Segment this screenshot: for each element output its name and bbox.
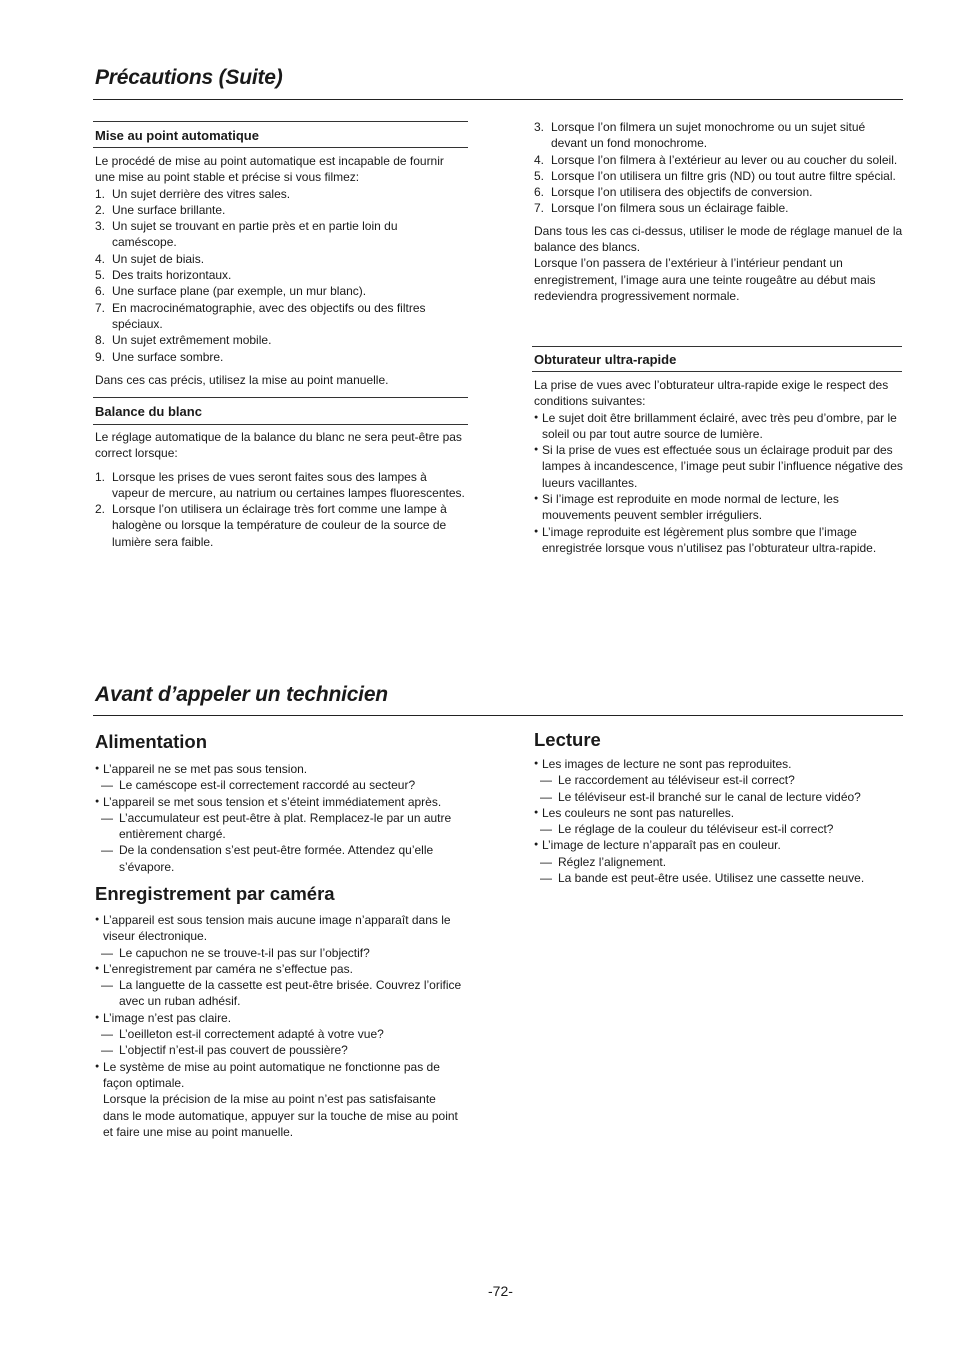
list-item: 3. Lorsque l’on filmera un sujet monochrome ou un sujet situé devant un fond monochrome. <box>534 120 866 151</box>
camera-heading: Enregistrement par caméra <box>95 883 335 904</box>
list-item: 4. Un sujet de biais. <box>95 251 205 266</box>
list-item: 5. Lorsque l’on utilisera un filtre gris (ND) ou tout autre filtre spécial. <box>534 168 896 183</box>
list-item: 3. Un sujet se trouvant en partie près et en partie loin du caméscope. <box>95 219 398 250</box>
camera-note: Lorsque la précision de la mise au point n’est pas satisfaisante dans le mode automatique, appuyer sur la touche de mise au point et faire une mise au point manuelle. <box>103 1092 458 1139</box>
list-item: — L’oeilleton est-il correctement adapté à votre vue? <box>95 1026 465 1042</box>
focus-top-rule <box>93 121 468 122</box>
camera-list <box>95 912 465 945</box>
list-item: ● L’image reproduite est légèrement plus sombre que l’image enregistrée lorsque vous n’utilisez pas l’obturateur ultra-rapide. <box>534 524 904 557</box>
list-item: — La languette de la cassette est peut-être brisée. Couvrez l’orifice avec un ruban adhésif. <box>95 977 465 1010</box>
playback-section <box>534 756 904 886</box>
power-list <box>95 794 465 810</box>
camera-list <box>95 1059 465 1092</box>
list-item: ● Si l’image est reproduite en mode normal de lecture, les mouvements peuvent sembler irréguliers. <box>534 491 904 524</box>
playback-list <box>534 756 904 772</box>
list-item: 8. Un sujet extrêmement mobile. <box>95 333 272 348</box>
focus-heading: Mise au point automatique <box>95 128 259 143</box>
shutter-heading: Obturateur ultra-rapide <box>534 352 677 367</box>
shutter-bottom-rule <box>532 371 902 372</box>
camera-section <box>95 912 465 1140</box>
list-item: — La bande est peut-être usée. Utilisez une cassette neuve. <box>534 870 904 886</box>
tech-rule <box>93 715 903 716</box>
shutter-list <box>534 410 904 557</box>
list-item: — Le caméscope est-il correctement raccordé au secteur? <box>95 777 465 793</box>
list-item: ● L’image n’est pas claire. <box>95 1010 465 1026</box>
list-item: ● L’appareil se met sous tension et s’éteint immédiatement après. <box>95 794 465 810</box>
playback-list <box>534 805 904 821</box>
list-item: — Le capuchon ne se trouve-t-il pas sur l’objectif? <box>95 945 465 961</box>
list-item: — Le téléviseur est-il branché sur le canal de lecture vidéo? <box>534 789 904 805</box>
list-item: 7. En macrocinématographie, avec des objectifs ou des filtres spéciaux. <box>95 300 426 331</box>
wb-cont-section <box>534 119 904 304</box>
list-item: ● Le sujet doit être brillamment éclairé, avec très peu d’ombre, par le soleil ou par tout autre source de lumière. <box>534 410 904 443</box>
list-item: 7. Lorsque l’on filmera sous un éclairage faible. <box>534 201 789 216</box>
list-item: — Le réglage de la couleur du téléviseur est-il correct? <box>534 821 904 837</box>
focus-list <box>95 186 465 365</box>
shutter-intro: La prise de vues avec l’obturateur ultra-rapide exige le respect des conditions suivantes: <box>534 378 889 409</box>
list-item: 1. Lorsque les prises de vues seront faites sous des lampes à vapeur de mercure, au natrium ou certaines lampes fluorescentes. <box>95 469 465 500</box>
focus-section <box>95 153 465 388</box>
shutter-top-rule <box>532 346 902 347</box>
wb-top-rule <box>93 397 468 398</box>
list-item: ● L’enregistrement par caméra ne s’effectue pas. <box>95 961 465 977</box>
list-item: — Le raccordement au téléviseur est-il correct? <box>534 772 904 788</box>
playback-sublist <box>534 821 904 837</box>
playback-sublist <box>534 854 904 887</box>
list-item: 2. Une surface brillante. <box>95 202 226 217</box>
list-item: — De la condensation s’est peut-être formée. Attendez qu’elle s’évapore. <box>95 842 465 875</box>
list-item: 9. Une surface sombre. <box>95 349 224 364</box>
list-item: 4. Lorsque l’on filmera à l’extérieur au lever ou au coucher du soleil. <box>534 152 898 167</box>
power-list <box>95 761 465 777</box>
wb-list <box>95 469 465 550</box>
list-item: 6. Lorsque l’on utilisera des objectifs de conversion. <box>534 185 813 200</box>
camera-sublist <box>95 945 465 961</box>
camera-sublist <box>95 1026 465 1059</box>
playback-list <box>534 837 904 853</box>
list-item: 6. Une surface plane (par exemple, un mur blanc). <box>95 284 367 299</box>
wb-intro: Le réglage automatique de la balance du blanc ne sera peut-être pas correct lorsque: <box>95 430 462 461</box>
power-heading: Alimentation <box>95 731 208 752</box>
list-item: — Réglez l’alignement. <box>534 854 904 870</box>
focus-outro: Dans ces cas précis, utilisez la mise au point manuelle. <box>95 372 389 387</box>
focus-bottom-rule <box>93 147 468 148</box>
focus-intro: Le procédé de mise au point automatique est incapable de fournir une mise au point stable et précise si vous filmez: <box>95 154 444 185</box>
list-item: — L’objectif n’est-il pas couvert de poussière? <box>95 1042 465 1058</box>
list-item: ● Si la prise de vues est effectuée sous un éclairage produit par des lampes à incandescence, l’image peut subir l’influence négative des lueurs vacillantes. <box>534 442 904 491</box>
camera-sublist <box>95 977 465 1010</box>
wb-bottom-rule <box>93 424 468 425</box>
wb-cont-para1: Dans tous les cas ci-dessus, utiliser le mode de réglage manuel de la balance des blancs. <box>534 223 903 255</box>
power-sublist <box>95 777 465 793</box>
camera-list <box>95 961 465 977</box>
playback-sublist <box>534 772 904 805</box>
camera-list <box>95 1010 465 1026</box>
playback-heading: Lecture <box>534 729 601 750</box>
list-item: ● L’appareil est sous tension mais aucune image n’apparaît dans le viseur électronique. <box>95 912 465 945</box>
list-item: ● L’image de lecture n’apparaît pas en couleur. <box>534 837 904 853</box>
section-title: Avant d’appeler un technicien <box>95 683 388 706</box>
list-item: — L’accumulateur est peut-être à plat. Remplacez-le par un autre entièrement chargé. <box>95 810 465 843</box>
list-item: ● Les couleurs ne sont pas naturelles. <box>534 805 904 821</box>
wb-heading: Balance du blanc <box>95 404 202 419</box>
list-item: ● Le système de mise au point automatique ne fonctionne pas de façon optimale. <box>95 1059 465 1092</box>
header-rule <box>93 99 903 100</box>
power-section <box>95 761 465 875</box>
page-number: -72- <box>488 1283 513 1299</box>
wb-section <box>95 429 465 550</box>
list-item: 1. Un sujet derrière des vitres sales. <box>95 186 291 201</box>
list-item: ● Les images de lecture ne sont pas reproduites. <box>534 756 904 772</box>
list-item: ● L’appareil ne se met pas sous tension. <box>95 761 465 777</box>
power-sublist <box>95 810 465 875</box>
shutter-section <box>534 377 904 556</box>
list-item: 5. Des traits horizontaux. <box>95 268 232 283</box>
list-item: 2. Lorsque l’on utilisera un éclairage très fort comme une lampe à halogène ou lorsque la température de couleur de la source de lumière sera faible. <box>95 502 447 549</box>
page-title: Précautions (Suite) <box>95 66 283 89</box>
wb-cont-para2: Lorsque l’on passera de l’extérieur à l’intérieur pendant un enregistrement, l’image aura une teinte rougeâtre au début mais redeviendra progressivement normale. <box>534 256 876 303</box>
wb-cont-list <box>534 119 904 217</box>
